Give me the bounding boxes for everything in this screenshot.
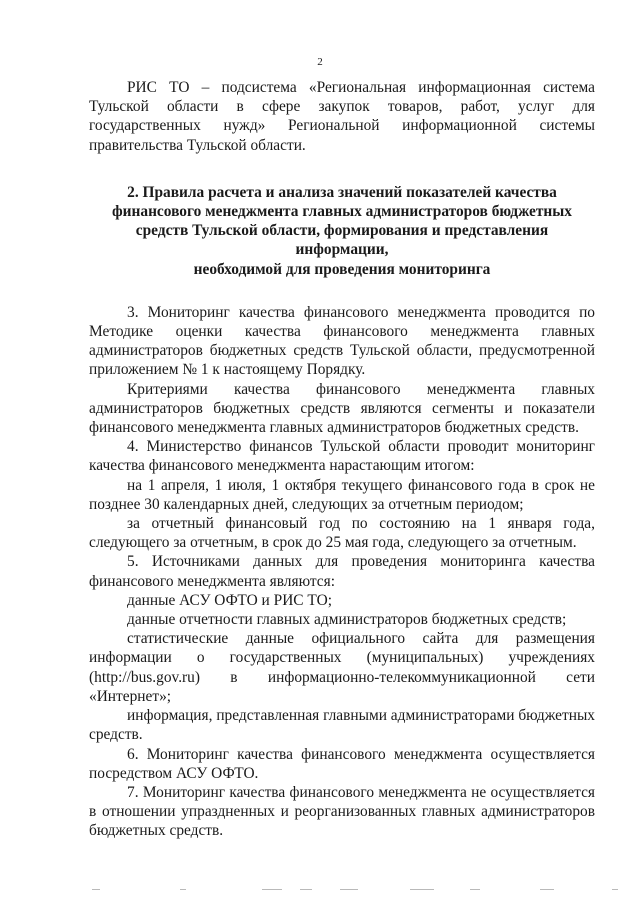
paragraph-source-reports: данные отчетности главных администраторов бюджетных средств;	[127, 611, 567, 629]
scan-artifacts	[0, 889, 640, 895]
section-heading	[89, 183, 595, 279]
section-heading-line: 2. Правила расчета и анализа значений показателей качества	[127, 183, 557, 201]
intro-paragraph: РИС ТО – подсистема «Региональная информационная система Тульской области в сфере закупок товаров, работ, услуг для государственных нужд» Региональной информационной системы правительства Тульской области.	[89, 79, 595, 154]
document-body	[89, 78, 595, 841]
paragraph-criteria: Критериями качества финансового менеджмента главных администраторов бюджетных средств являются сегменты и показатели финансового менеджмента главных администраторов бюджетных средств.	[89, 380, 595, 437]
paragraph-quarterly-schedule: на 1 апреля, 1 июля, 1 октября текущего финансового года в срок не позднее 30 календарных дней, следующих за отчетным периодом;	[89, 476, 595, 513]
paragraph-item-7: 7. Мониторинг качества финансового менеджмента не осуществляется в отношении упраздненных и реорганизованных главных администраторов бюджетных средств.	[89, 783, 595, 840]
section-heading-line: необходимой для проведения мониторинга	[193, 260, 491, 278]
section-heading-line: финансового менеджмента главных администраторов бюджетных	[111, 203, 573, 221]
paragraph-item-4: 4. Министерство финансов Тульской области проводит мониторинг качества финансового менеджмента нарастающим итогом:	[89, 438, 595, 475]
paragraph-item-6: 6. Мониторинг качества финансового менеджмента осуществляется посредством АСУ ОФТО.	[89, 745, 595, 782]
paragraph-source-asu: данные АСУ ОФТО и РИС ТО;	[127, 591, 333, 609]
paragraph-item-5: 5. Источниками данных для проведения мониторинга качества финансового менеджмента являются:	[89, 553, 595, 590]
paragraph-annual-schedule: за отчетный финансовый год по состоянию на 1 января года, следующего за отчетным, в срок до 25 мая года, следующего за отчетным.	[89, 515, 595, 552]
paragraph-source-info: информация, представленная главными администраторами бюджетных средств.	[89, 707, 595, 744]
paragraph-source-statistics: статистические данные официального сайта для размещения информации о государственных (муниципальных) учреждениях (http://bus.gov.ru) в информационно-телекоммуникационной сети «Интернет»;	[89, 630, 595, 705]
paragraph-item-3: 3. Мониторинг качества финансового менеджмента проводится по Методике оценки качества финансового менеджмента главных администраторов бюджетных средств Тульской области, предусмотренной приложением № 1 к настоящему Порядку.	[89, 303, 595, 379]
page-number: 2	[317, 56, 323, 68]
section-heading-line: средств Тульской области, формирования и представления информации,	[135, 222, 549, 259]
